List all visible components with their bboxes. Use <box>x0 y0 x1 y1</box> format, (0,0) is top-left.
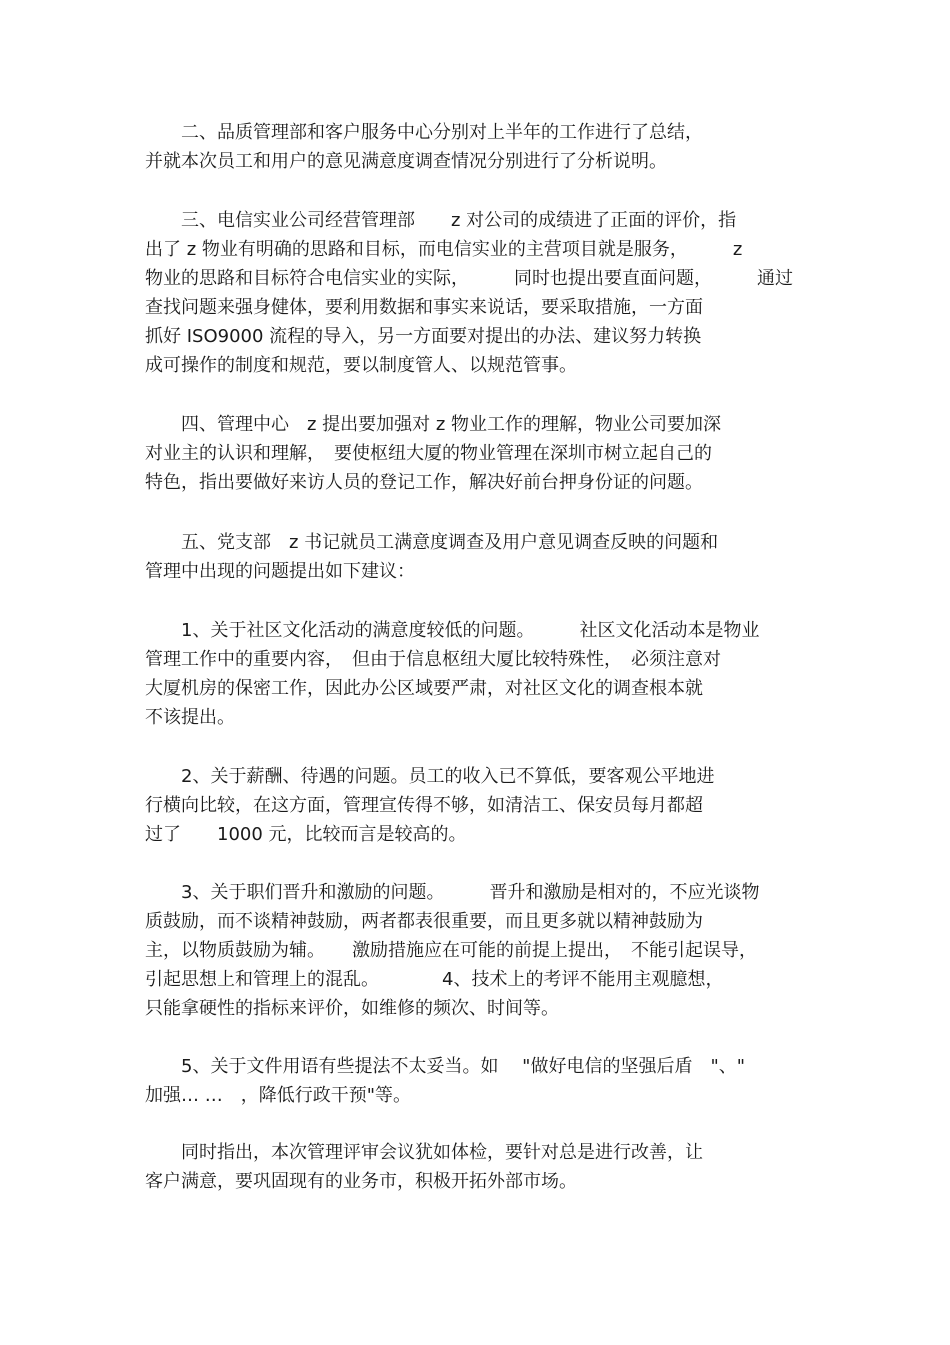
paragraph-item-1 <box>145 616 845 732</box>
text-line: 并就本次员工和用户的意见满意度调查情况分别进行了分析说明。 <box>145 151 667 172</box>
text-line: 抓好 ISO9000 流程的导入，另一方面要对提出的办法、建议努力转换 <box>145 326 702 347</box>
text-line: 四、管理中心 z 提出要加强对 z 物业工作的理解，物业公司要加深 <box>145 414 722 435</box>
text-line: 加强… … ，降低行政干预"等。 <box>145 1085 411 1106</box>
text-line: 特色，指出要做好来访人员的登记工作，解决好前台押身份证的问题。 <box>145 472 703 493</box>
text-line: 过了 1000 元，比较而言是较高的。 <box>145 824 467 845</box>
text-line: 二、品质管理部和客户服务中心分别对上半年的工作进行了总结， <box>145 122 703 143</box>
text-line: 主，以物质鼓励为辅。 激励措施应在可能的前提上提出， 不能引起误导， <box>145 940 757 961</box>
text-line: 3、关于职们晋升和激励的问题。 晋升和激励是相对的，不应光谈物 <box>145 882 760 903</box>
paragraph-party-branch <box>145 528 845 586</box>
text-line: 对业主的认识和理解， 要使枢纽大厦的物业管理在深圳市树立起自己的 <box>145 443 712 464</box>
text-line: 客户满意，要巩固现有的业务市，积极开拓外部市场。 <box>145 1171 577 1192</box>
text-line: 物业的思路和目标符合电信实业的实际， 同时也提出要直面问题， 通过 <box>145 268 793 289</box>
paragraph-telecom-evaluation <box>145 206 845 380</box>
text-line: 1、关于社区文化活动的满意度较低的问题。 社区文化活动本是物业 <box>145 620 760 641</box>
text-line: 只能拿硬性的指标来评价，如维修的频次、时间等。 <box>145 998 559 1019</box>
text-line: 5、关于文件用语有些提法不太妥当。如 "做好电信的坚强后盾 "、" <box>145 1056 746 1077</box>
paragraph-item-3 <box>145 878 845 1023</box>
text-line: 不该提出。 <box>145 707 235 728</box>
text-line: 质鼓励，而不谈精神鼓励，两者都表很重要，而且更多就以精神鼓励为 <box>145 911 703 932</box>
text-line: 五、党支部 z 书记就员工满意度调查及用户意见调查反映的问题和 <box>145 532 719 553</box>
text-line: 管理工作中的重要内容， 但由于信息枢纽大厦比较特殊性， 必须注意对 <box>145 649 721 670</box>
paragraph-quality-summary <box>145 118 845 176</box>
text-line: 出了 z 物业有明确的思路和目标，而电信实业的主营项目就是服务， z <box>145 239 743 260</box>
text-line: 三、电信实业公司经营管理部 z 对公司的成绩进了正面的评价，指 <box>145 210 737 231</box>
paragraph-item-5 <box>145 1052 845 1110</box>
text-line: 2、关于薪酬、待遇的问题。员工的收入已不算低，要客观公平地进 <box>145 766 715 787</box>
text-line: 同时指出，本次管理评审会议犹如体检，要针对总是进行改善，让 <box>145 1142 703 1163</box>
text-line: 管理中出现的问题提出如下建议： <box>145 561 415 582</box>
paragraph-management-center <box>145 410 845 497</box>
paragraph-item-2 <box>145 762 845 849</box>
text-line: 行横向比较，在这方面，管理宣传得不够，如清洁工、保安员每月都超 <box>145 795 703 816</box>
text-line: 成可操作的制度和规范，要以制度管人、以规范管事。 <box>145 355 577 376</box>
text-line: 查找问题来强身健体，要利用数据和事实来说话，要采取措施，一方面 <box>145 297 703 318</box>
paragraph-conclusion <box>145 1138 845 1196</box>
text-line: 大厦机房的保密工作，因此办公区域要严肃，对社区文化的调查根本就 <box>145 678 703 699</box>
text-line: 引起思想上和管理上的混乱。 4、技术上的考评不能用主观臆想， <box>145 969 724 990</box>
